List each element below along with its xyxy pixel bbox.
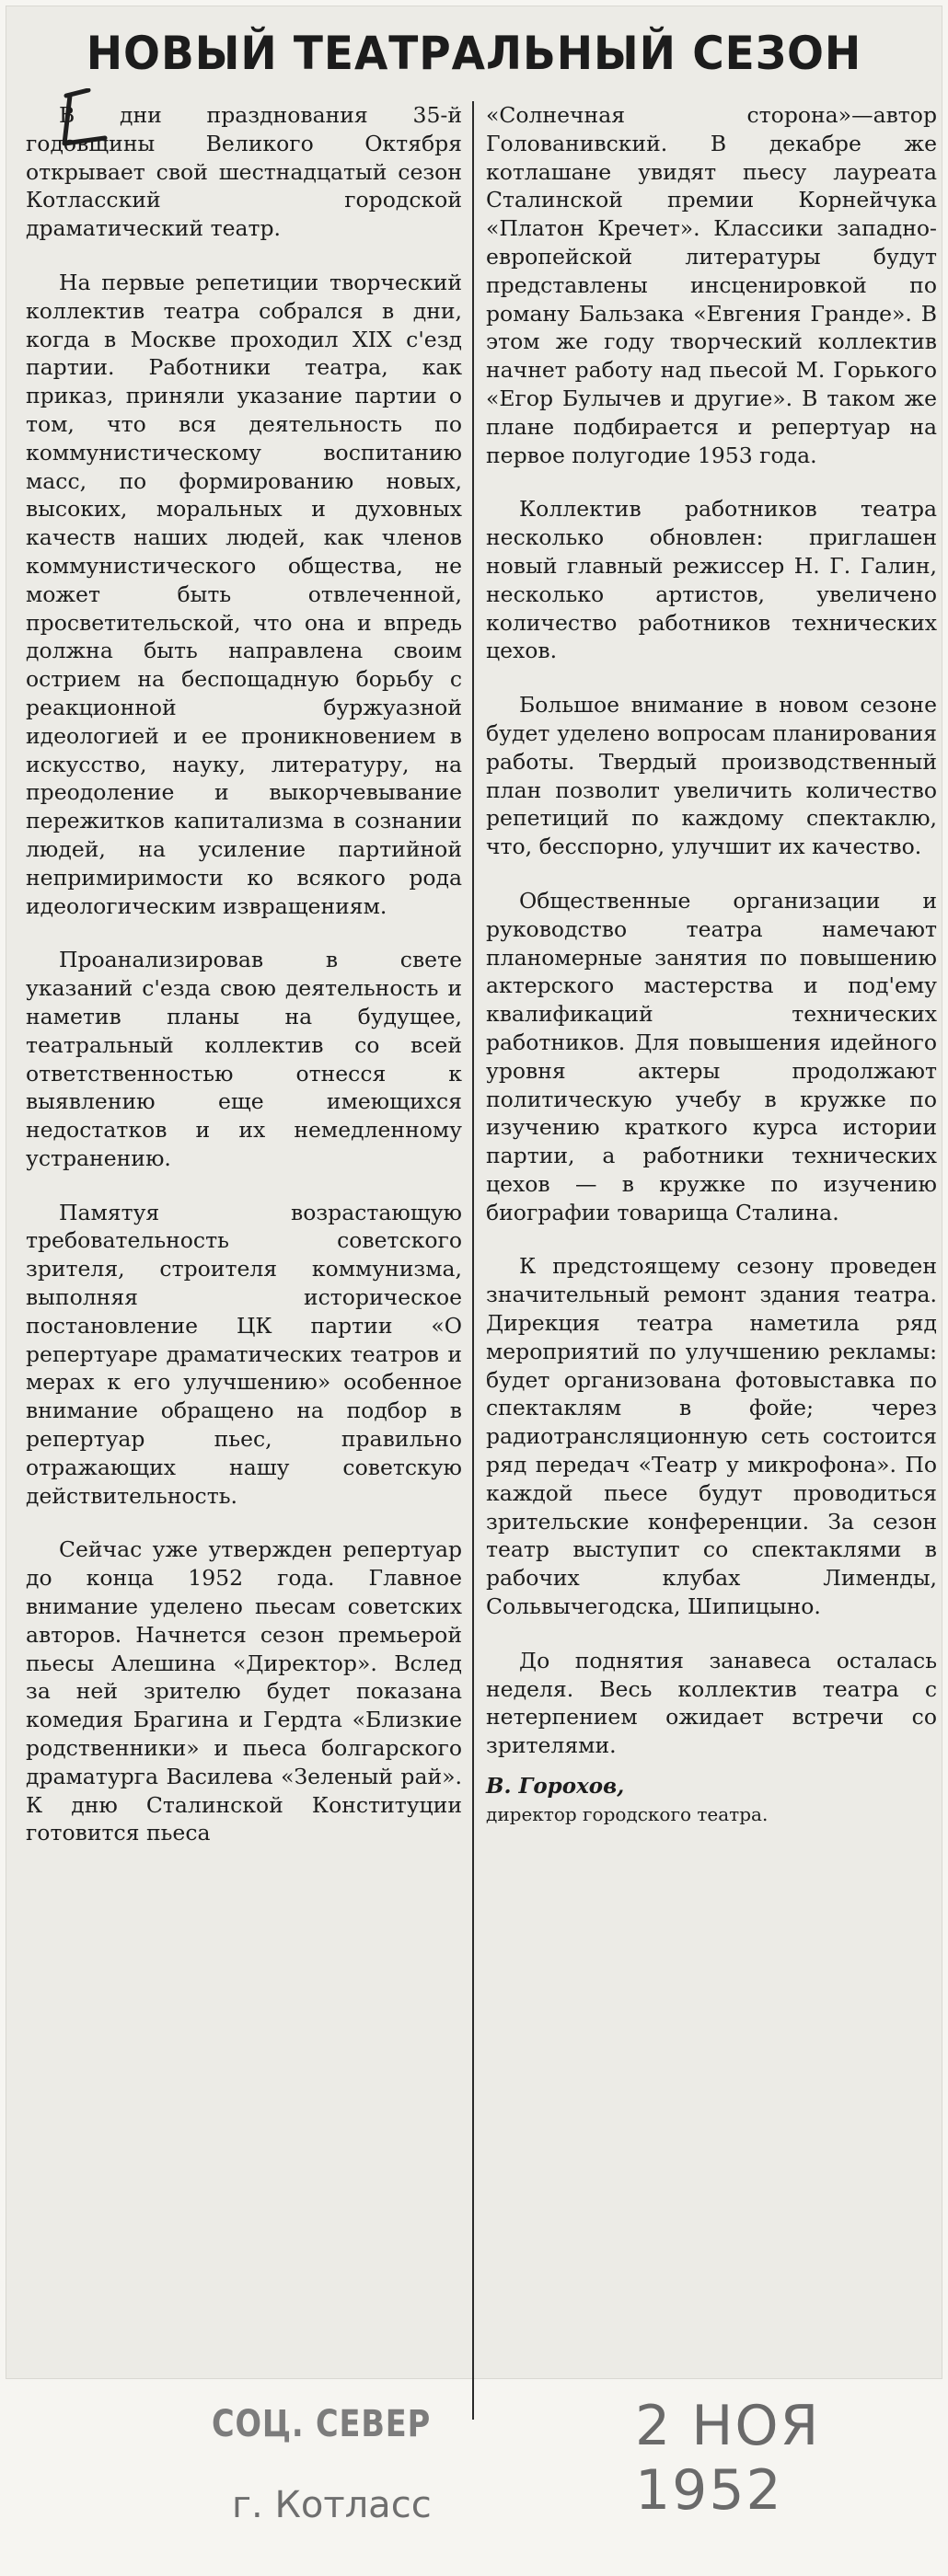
paragraph-repertoire-1952: Сейчас уже утвержден репертуар до конца 1952 года. Главное внимание уделено пьесам советских авторов. Начнется сезон премьерой пьесы Алешина «Директор». Вслед за ней зрителю будет показана комедия Брагина и Гердта «Близкие родственники» и пьеса болгарского драматурга Василева «Зеленый рай». К дню Сталинской Конституции готовится пьеса [26,1536,462,1846]
signature-name: В. Горохов, [486,1774,625,1800]
source-stamp: СОЦ. СЕВЕР [212,2403,432,2445]
right-column [486,101,937,1828]
paragraph-planning: Большое внимание в новом сезоне будет уделено вопросам планирования работы. Твердый производственный план позволит увеличить количество репетиций по каждому спектаклю, что, бесспорно, улучшит их качество. [486,692,937,860]
column-divider [472,101,474,2420]
paragraph-rehearsals: На первые репетиции творческий коллектив театра собрался в дни, когда в Москве проходил XIX с'езд партии. Работники театра, как приказ, приняли указание партии о том, что вся деятельность по коммунистическому воспитанию масс, по формированию новых, высоких, моральных и духовных качеств наших людей, как членов коммунистического общества, не может быть отвлеченной, просветительской, что она и впредь должна быть направлена своим острием на беспощадную борьбу с реакционной буржуазной идеологией и ее проникновением в искусство, науку, литературу, на преодоление и выкорчевывание пережитков капитализма в сознании людей, на усиление партийной непримиримости ко всякого рода идеологическим извращениям. [26,269,462,919]
signature-title: директор городского театра. [486,1803,769,1826]
newspaper-clipping [6,6,942,2379]
paragraph-training: Общественные организации и руководство театра намечают планомерные занятия по повышению актерского мастерства и под'ему квалификаций технических работников. Для повышения идейного уровня актеры продолжают политическую учебу в кружке по изучению краткого курса истории партии, а работники технических цехов — в кружке по изучению биографии товарища Сталина. [486,887,937,1225]
paragraph-renovation: К предстоящему сезону проведен значительный ремонт здания театра. Дирекция театра наметила ряд мероприятий по улучшению рекламы: будет организована фотовыставка по спектаклям в фойе; через радиотрансляционную сеть состоится ряд передач «Театр у микрофона». По каждой пьесе будут проводиться зрительские конференции. За сезон театр выступит со спектаклями в рабочих клубах Лименды, Сольвычегодска, Шипицыно. [486,1253,937,1620]
paragraph-repertoire-selection: Памятуя возрастающую требовательность советского зрителя, строителя коммунизма, выполняя историческое постановление ЦК партии «О репертуаре драматических театров и мерах к его улучшению» особенное внимание обращено на подбор в репертуар пьес, правильно отражающих нашу советскую действительность. [26,1199,462,1509]
headline: НОВЫЙ ТЕАТРАЛЬНЫЙ СЕЗОН [86,27,862,80]
paragraph-repertoire-continued: «Солнечная сторона»—автор Голованивский. В декабре же котлашане увидят пьесу лауреата Сталинской премии Корнейчука «Платон Кречет». Классики западно-европейской литературы будут представлены инсценировкой по роману Бальзака «Евгения Гранде». В этом же году творческий коллектив начнет работу над пьесой М. Горького «Егор Булычев и другие». В таком же плане подбирается и репертуар на первое полугодие 1953 года. [486,102,937,468]
city-stamp: г. Котласс [232,2484,432,2526]
paragraph-closing: До поднятия занавеса осталась неделя. Весь коллектив театра с нетерпением ожидает встречи со зрителями. [486,1647,937,1759]
paragraph-staff: Коллектив работников театра несколько обновлен: приглашен новый главный режиссер Н. Г. Галин, несколько артистов, увеличено количество работников технических цехов. [486,496,937,664]
paragraph-analysis: Проанализировав в свете указаний с'езда свою деятельность и наметив планы на будущее, театральный коллектив со всей ответственностью отнесся к выявлению еще имеющихся недостатков и их немедленному устранению. [26,947,462,1171]
date-stamp: 2 НОЯ 1952 [635,2394,821,2523]
left-column [26,101,462,1855]
signature [486,1773,937,1828]
paragraph-intro: В дни празднования 35-й годовщины Великого Октября открывает свой шестнадцатый сезон Котласский городской драматический театр. [26,102,462,242]
